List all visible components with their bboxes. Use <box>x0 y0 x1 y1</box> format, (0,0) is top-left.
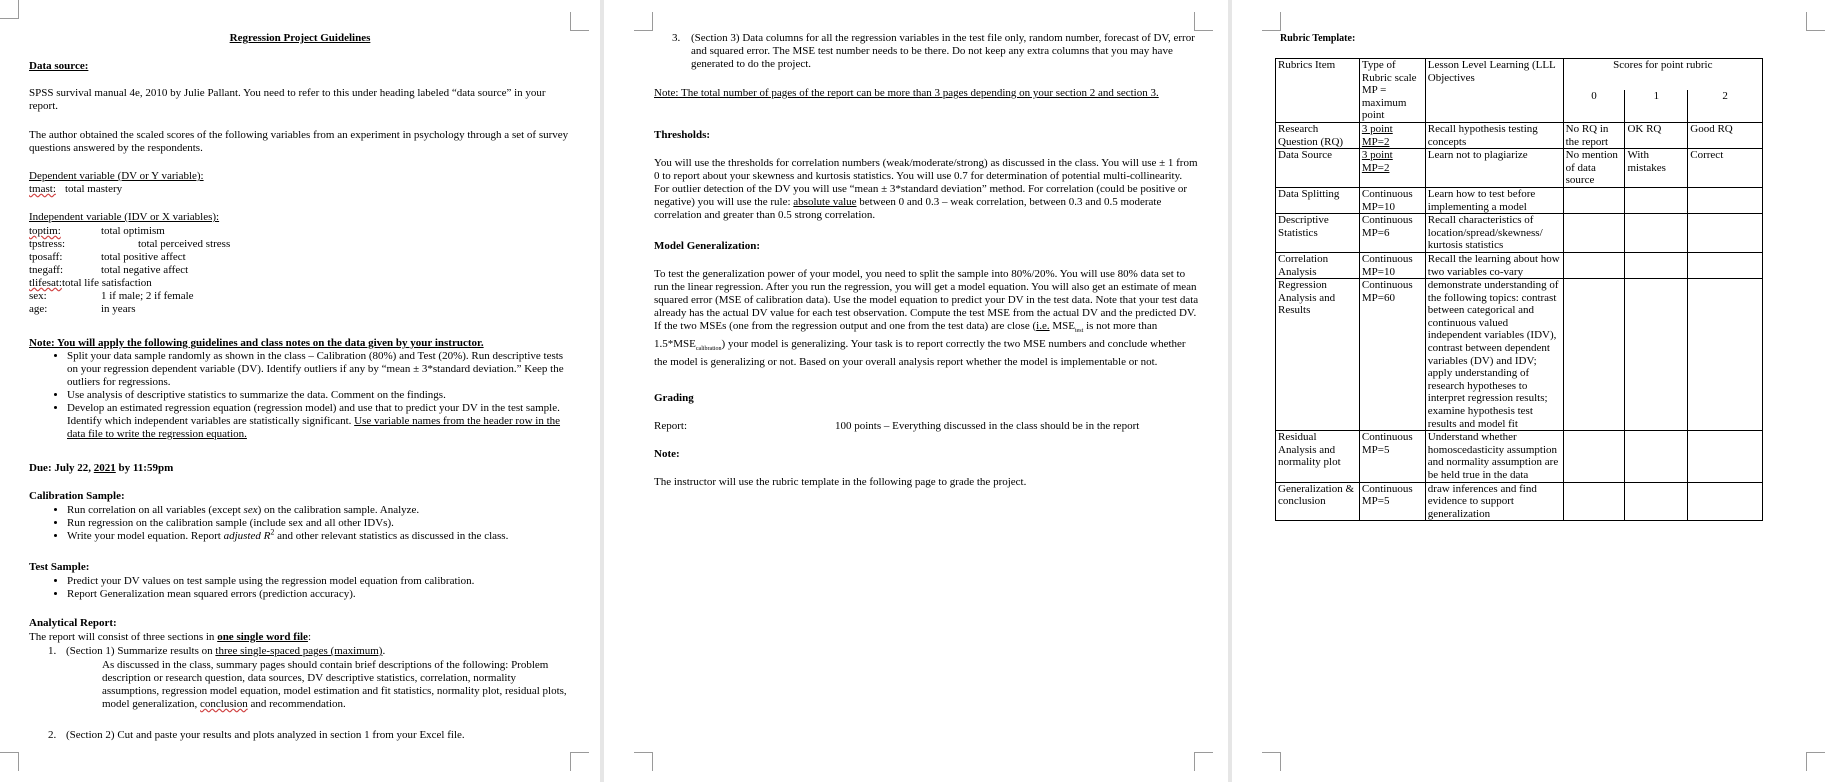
rubric-lll: demonstrate understanding of the following topics: contrast between categorical and continuous valued independent variables (IDV), contrast between dependent variables (DV) and IDV; apply understanding of research hypotheses to interpret regression results; examine hypothesis test results and model fit <box>1425 279 1563 431</box>
rubric-lll: Recall characteristics of location/spread/skewness/ kurtosis statistics <box>1425 214 1563 253</box>
pages-note: Note: The total number of pages of the report can be more than 3 pages depending on your section 2 and section 3. <box>654 87 1159 99</box>
table-row <box>1276 252 1763 278</box>
rubric-score-2 <box>1688 214 1763 253</box>
table-row <box>1276 122 1763 148</box>
section-3-item: (Section 3) Data columns for all the regression variables in the test file only, random number, forecast of DV, error and squared error. The MSE test number needs to be there. Do not keep any extra columns that you may have generated to do the project. <box>691 32 1195 70</box>
rubric-score-0 <box>1563 482 1625 521</box>
crop-mark <box>1194 752 1213 771</box>
report-intro: The report will consist of three sections in one single word file: <box>29 631 311 643</box>
idv-name: tnegaff: <box>29 264 64 276</box>
dv-heading: Dependent variable (DV or Y variable): <box>29 170 204 182</box>
rubric-type: Continuous MP=6 <box>1359 214 1425 253</box>
rubric-lll: Learn how to test before implementing a model <box>1425 187 1563 213</box>
page-title: Regression Project Guidelines <box>229 32 371 44</box>
rubric-item: Regression Analysis and Results <box>1276 279 1360 431</box>
crop-mark <box>634 752 653 771</box>
header-score-1: 1 <box>1625 90 1688 122</box>
rubric-heading: Rubric Template: <box>1280 33 1356 44</box>
rubric-item: Research Question (RQ) <box>1276 122 1360 148</box>
rubric-lll: draw inferences and find evidence to support generalization <box>1425 482 1563 521</box>
idv-row <box>29 225 569 238</box>
table-row <box>1276 149 1763 188</box>
rubric-score-1 <box>1625 187 1688 213</box>
crop-mark <box>0 0 19 19</box>
rubric-score-0 <box>1563 187 1625 213</box>
idv-desc: total negative affect <box>101 264 189 276</box>
calibration-bullets <box>29 504 569 543</box>
document-page-1 <box>0 0 600 782</box>
rubric-score-2 <box>1688 252 1763 278</box>
idv-desc: 1 if male; 2 if female <box>101 290 194 302</box>
test-bullet: • Report Generalization mean squared errors (prediction accuracy). <box>67 588 569 601</box>
note-text-2: The instructor will use the rubric template in the following page to grade the project. <box>654 476 1027 488</box>
rubric-score-1 <box>1625 214 1688 253</box>
idv-name: toptim: <box>29 225 61 237</box>
crop-mark <box>1806 752 1825 771</box>
idv-desc: total positive affect <box>101 251 186 263</box>
idv-desc: total life satisfaction <box>62 277 152 289</box>
dv-desc: total mastery <box>65 183 123 195</box>
crop-mark <box>1262 752 1281 771</box>
crop-mark <box>1194 12 1213 31</box>
idv-name: tposaff: <box>29 251 63 263</box>
header-scores: Scores for point rubric <box>1563 59 1762 91</box>
rubric-score-2 <box>1688 482 1763 521</box>
rubric-type: Continuous MP=10 <box>1359 252 1425 278</box>
header-rubrics-item: Rubrics Item <box>1276 59 1360 123</box>
header-lll: Lesson Level Learning (LLL Objectives <box>1425 59 1563 123</box>
section-1-detail: As discussed in the class, summary pages should contain brief descriptions of the following: Problem description or research question, data sources, DV descriptive statistics, correlation, normality assumptions, regression model equation, model estimation and fit statistics, normality plot, residual plots, model generalization, conclusion and recommendation. <box>102 659 567 710</box>
rubric-score-2: Good RQ <box>1688 122 1763 148</box>
due-date: Due: July 22, 2021 by 11:59pm <box>29 462 174 474</box>
rubric-score-0: No RQ in the report <box>1563 122 1625 148</box>
rubric-item: Correlation Analysis <box>1276 252 1360 278</box>
idv-row <box>29 303 569 316</box>
idv-list <box>29 225 569 316</box>
rubric-score-1 <box>1625 482 1688 521</box>
rubric-score-2: Correct <box>1688 149 1763 188</box>
table-header-row <box>1276 59 1763 91</box>
rubric-type: 3 point MP=2 <box>1359 149 1425 188</box>
rubric-item: Generalization & conclusion <box>1276 482 1360 521</box>
test-bullets <box>29 575 569 601</box>
crop-mark <box>1262 12 1281 31</box>
calibration-bullet: • Run regression on the calibration sample (include sex and all other IDVs). <box>67 517 569 530</box>
rubric-lll: Recall hypothesis testing concepts <box>1425 122 1563 148</box>
note-bullets <box>29 350 569 441</box>
idv-desc: in years <box>101 303 136 315</box>
table-row <box>1276 187 1763 213</box>
section-2-item: 2. (Section 2) Cut and paste your results and plots analyzed in section 1 from your Excel file. <box>48 729 465 741</box>
rubric-type: Continuous MP=5 <box>1359 431 1425 482</box>
rubric-type: Continuous MP=10 <box>1359 187 1425 213</box>
crop-mark <box>570 12 589 31</box>
dv-row <box>29 183 569 196</box>
test-heading: Test Sample: <box>29 561 90 573</box>
header-score-0: 0 <box>1563 90 1625 122</box>
thresholds-text: You will use the thresholds for correlation numbers (weak/moderate/strong) as discussed in the class. You will use ± 1 from 0 to report about your skewness and kurtosis statistics. You will use 0.7 for determination of potential multi-collinearity. For outlier detection of the DV you will use “mean ± 3*standard deviation” method. For correlation (could be positive or negative) you will use the rule: absolute value between 0 and 0.3 – weak correlation, between 0.3 and 0.5 moderate correlation and greater than 0.5 strong correlation. <box>654 157 1198 221</box>
data-source-text: SPSS survival manual 4e, 2010 by Julie Pallant. You need to refer to this under heading labeled “data source” in your report. <box>29 87 546 112</box>
rubric-item: Residual Analysis and normality plot <box>1276 431 1360 482</box>
author-text: The author obtained the scaled scores of the following variables from an experiment in psychology through a set of survey questions answered by the respondents. <box>29 129 569 154</box>
rubric-score-1 <box>1625 252 1688 278</box>
rubric-lll: Recall the learning about how two variables co-vary <box>1425 252 1563 278</box>
idv-row <box>29 251 569 264</box>
rubric-type: Continuous MP=5 <box>1359 482 1425 521</box>
rubric-score-1 <box>1625 279 1688 431</box>
rubric-score-1: With mistakes <box>1625 149 1688 188</box>
thresholds-heading: Thresholds: <box>654 129 711 141</box>
model-heading: Model Generalization: <box>654 240 761 252</box>
rubric-lll: Learn not to plagiarize <box>1425 149 1563 188</box>
table-row <box>1276 431 1763 482</box>
rubric-score-0 <box>1563 431 1625 482</box>
rubric-score-2 <box>1688 187 1763 213</box>
idv-row <box>29 238 569 251</box>
idv-heading: Independent variable (IDV or X variables): <box>29 211 220 223</box>
rubric-score-0 <box>1563 279 1625 431</box>
section-3-number: 3. <box>672 32 681 44</box>
report-label: Report: <box>654 420 687 432</box>
rubric-type: 3 point MP=2 <box>1359 122 1425 148</box>
idv-name: tlifesat: <box>29 277 62 289</box>
idv-desc: total perceived stress <box>138 238 231 250</box>
rubric-item: Descriptive Statistics <box>1276 214 1360 253</box>
table-row <box>1276 482 1763 521</box>
crop-mark <box>570 752 589 771</box>
note-heading: Note: You will apply the following guidelines and class notes on the data given by your instructor. <box>29 337 484 349</box>
idv-desc: total optimism <box>101 225 165 237</box>
idv-name: sex: <box>29 290 47 302</box>
report-heading: Analytical Report: <box>29 617 117 629</box>
header-score-2: 2 <box>1688 90 1763 122</box>
rubric-score-2 <box>1688 279 1763 431</box>
crop-mark <box>1806 12 1825 31</box>
rubric-score-0: No mention of data source <box>1563 149 1625 188</box>
report-value: 100 points – Everything discussed in the class should be in the report <box>835 420 1140 432</box>
grading-heading: Grading <box>654 392 694 404</box>
data-source-heading: Data source: <box>29 60 89 72</box>
rubric-type: Continuous MP=60 <box>1359 279 1425 431</box>
note-bullet: • Develop an estimated regression equation (regression model) and use that to predict your DV in the test sample. Identify which independent variables are statistically significant. Use variable names from the header row in the data file to write the regression equation. <box>67 402 569 441</box>
rubric-lll: Understand whether homoscedasticity assumption and normality assumption are be held true in the data <box>1425 431 1563 482</box>
model-text: To test the generalization power of your model, you need to split the sample into 80%/20%. You will use 80% data set to run the linear regression. After you run the regression, you will get a model equation. You will also get an estimate of mean squared error (MSE of calibration data). Use the model equation to predict your DV in the test data. Note that your test data already has the actual DV value for each test observation. Compute the test MSE from the actual DV and the predicted DV. If the two MSEs (one from the regression output and one from the test data) are close (i.e. $MSE_{test}$ is not more than $1.5*MSE_{calibration}$) your model is generalizing. Your task is to report correctly the two MSE numbers and conclude whether the model is generalizing or not. Based on your overall analysis report whether the model is implementable or not. <box>654 268 1199 369</box>
idv-row <box>29 264 569 277</box>
section-1-item: 1. (Section 1) Summarize results on three single-spaced pages (maximum). <box>48 645 386 657</box>
crop-mark <box>0 752 19 771</box>
note-heading-2: Note: <box>654 448 680 460</box>
calibration-bullet: • Run correlation on all variables (except sex) on the calibration sample. Analyze. <box>67 504 569 517</box>
idv-row <box>29 277 569 290</box>
note-bullet: • Split your data sample randomly as shown in the class – Calibration (80%) and Test (20%). Run descriptive tests on your regression dependent variable (DV). Identify outliers if any by “mean ± 3*standard deviation.” Keep the outliers for regressions. <box>67 350 569 389</box>
document-page-2 <box>604 0 1228 782</box>
test-bullet: • Predict your DV values on test sample using the regression model equation from calibration. <box>67 575 569 588</box>
calibration-heading: Calibration Sample: <box>29 490 125 502</box>
note-bullet: • Use analysis of descriptive statistics to summarize the data. Comment on the findings. <box>67 389 569 402</box>
crop-mark <box>634 12 653 31</box>
rubric-score-0 <box>1563 252 1625 278</box>
rubric-score-1 <box>1625 431 1688 482</box>
rubric-item: Data Splitting <box>1276 187 1360 213</box>
rubric-score-1: OK RQ <box>1625 122 1688 148</box>
rubric-score-0 <box>1563 214 1625 253</box>
header-type: Type of Rubric scale MP = maximum point <box>1359 59 1425 123</box>
rubric-item: Data Source <box>1276 149 1360 188</box>
dv-name: tmast: <box>29 183 56 195</box>
idv-name: age: <box>29 303 48 315</box>
idv-row <box>29 290 569 303</box>
calibration-bullet: • Write your model equation. Report adjusted $R^2$ and other relevant statistics as discussed in the class. <box>67 530 569 543</box>
rubric-score-2 <box>1688 431 1763 482</box>
rubric-table <box>1275 58 1763 521</box>
table-row <box>1276 279 1763 431</box>
idv-name: tpstress: <box>29 238 66 250</box>
table-row <box>1276 214 1763 253</box>
